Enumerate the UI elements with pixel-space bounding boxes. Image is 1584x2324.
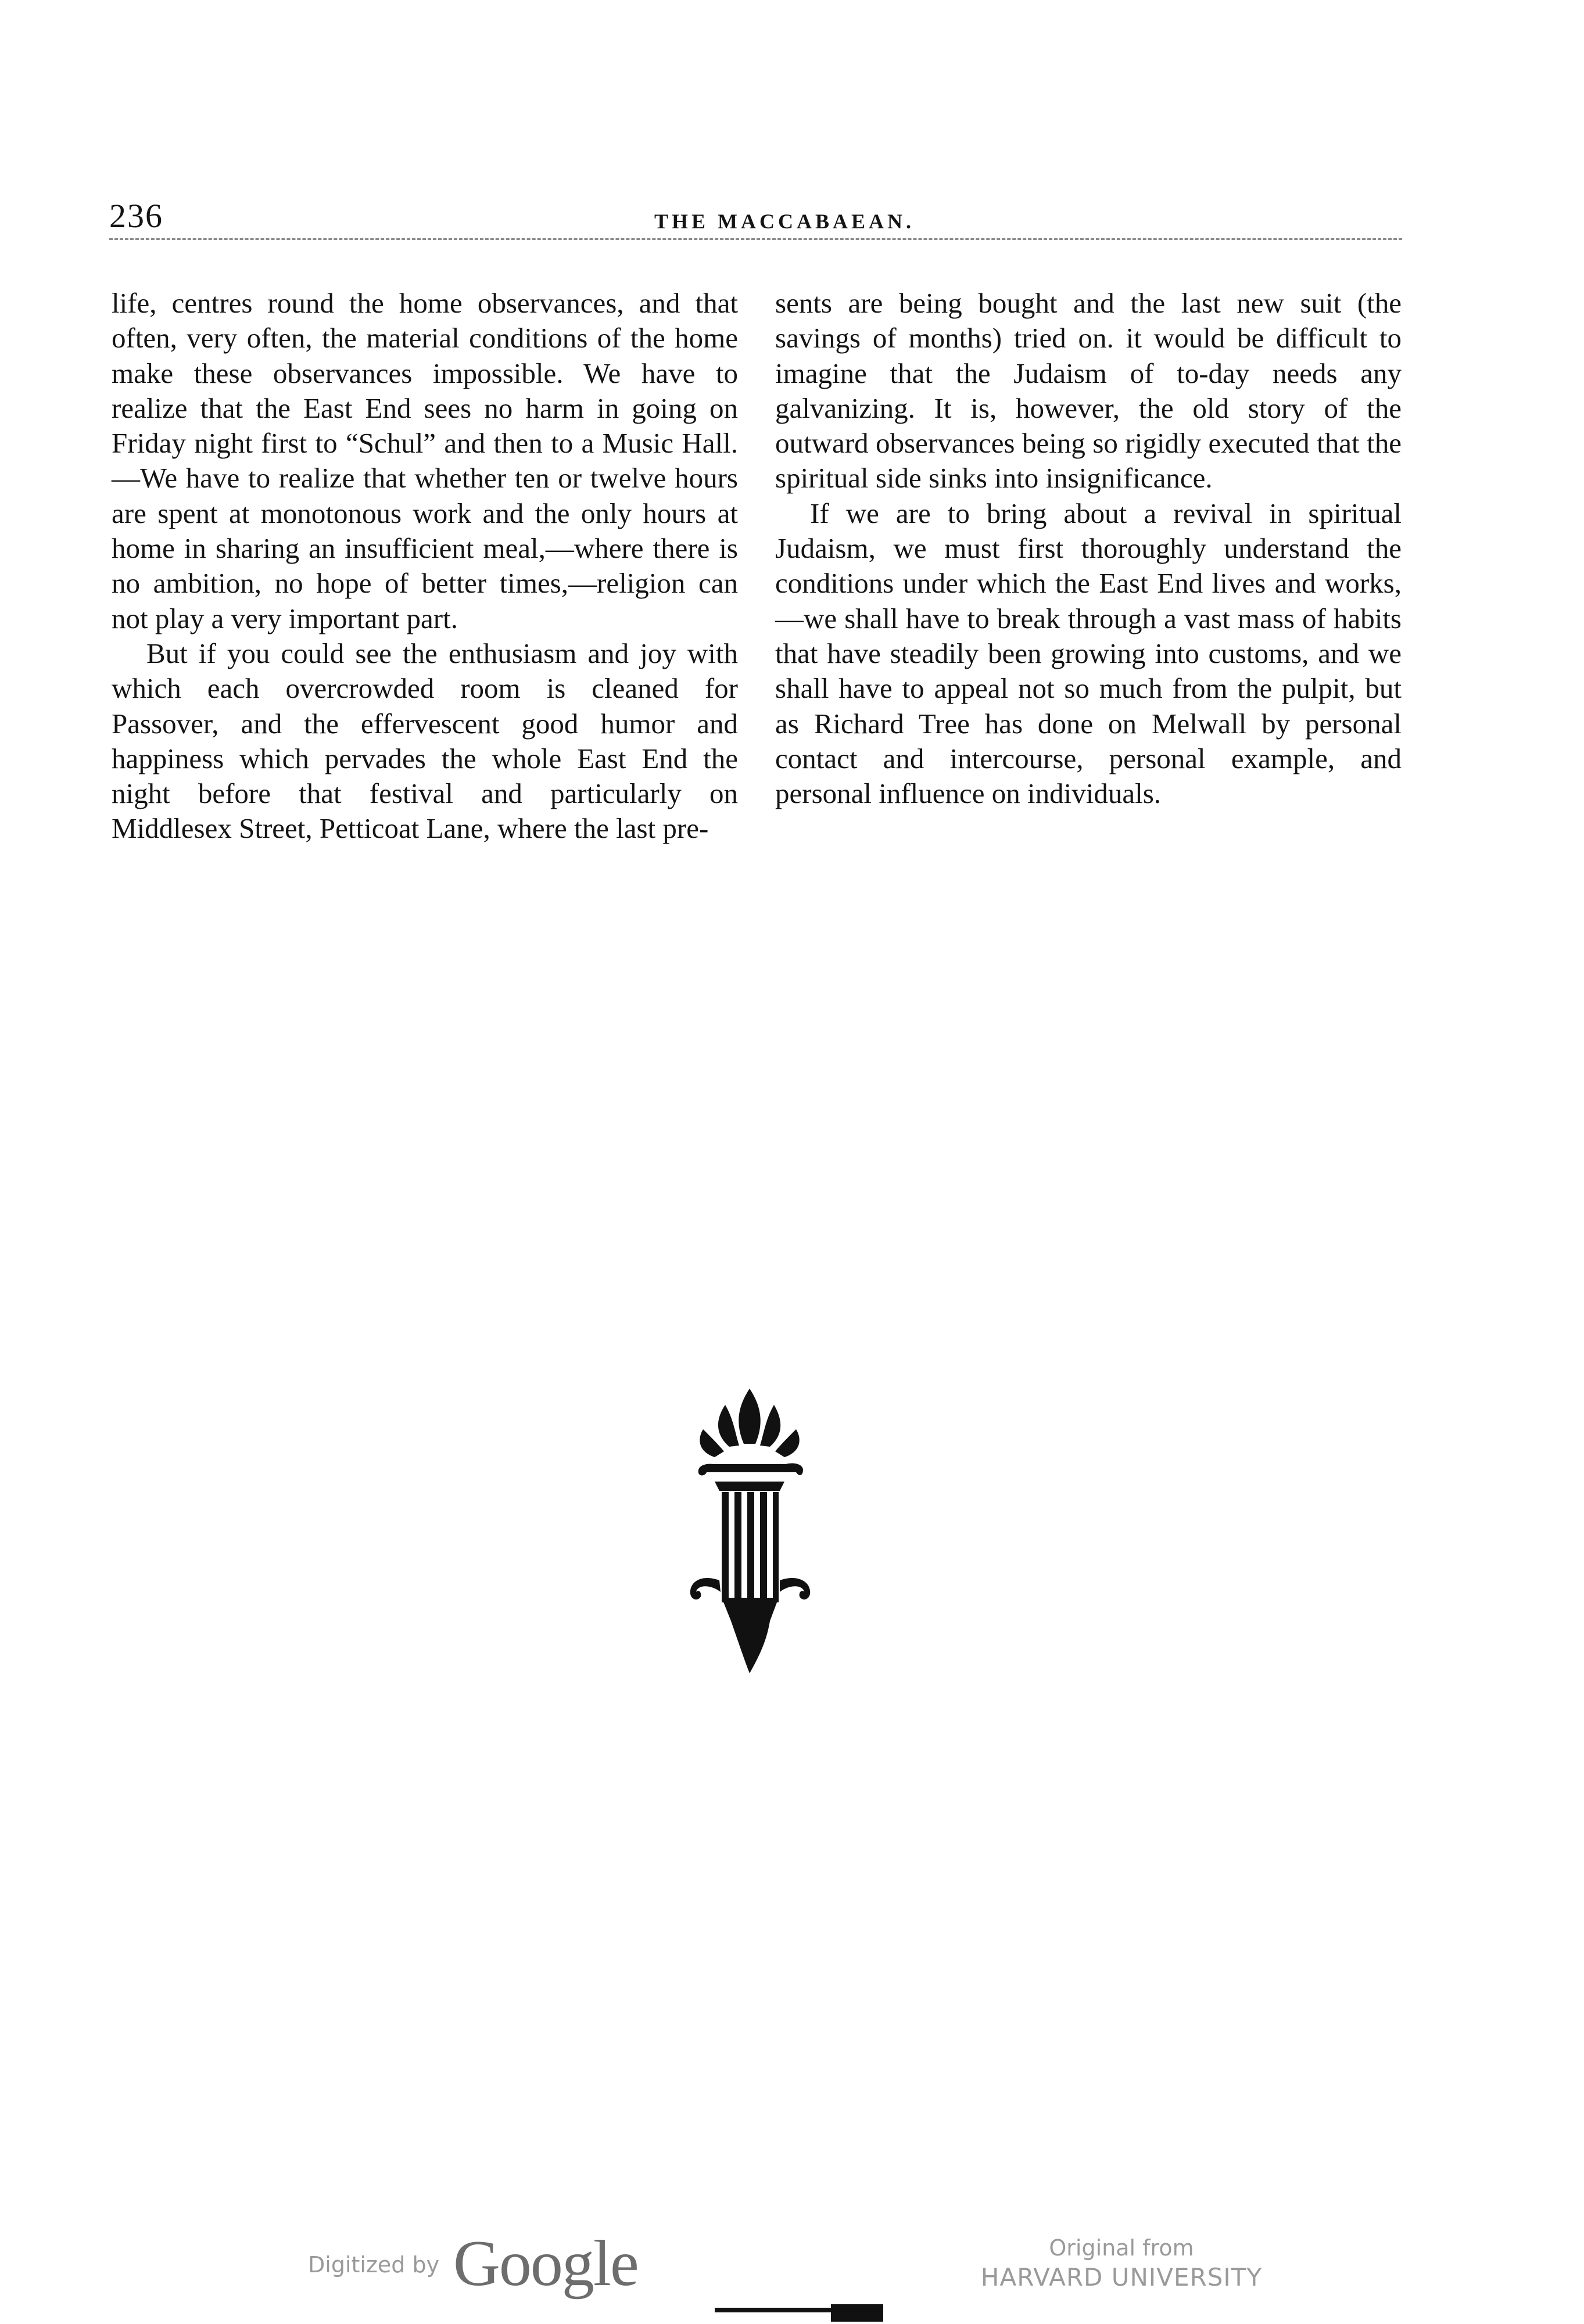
institution-name: HARVARD UNIVERSITY [980, 2263, 1263, 2291]
digitized-label: Digitized by [308, 2252, 440, 2278]
digitized-by-google [308, 2228, 657, 2300]
paragraph: sents are being bought and the last new suit (the savings of months) tried on. it would be difficult to imagine that the Judaism of to-day needs any galvanizing. It is, however, the old story of the outward observances being so rigidly executed that the spiritual side sinks into insignificance. [775, 287, 1402, 494]
google-logo: Google [453, 2228, 638, 2300]
left-column [112, 286, 738, 847]
torch-icon [680, 1389, 819, 1673]
original-from-label: Original from [1049, 2235, 1194, 2261]
running-title: THE MACCABAEAN. [654, 210, 915, 233]
right-column [775, 286, 1402, 811]
scan-edge-bar [715, 2304, 883, 2318]
header-rule [109, 238, 1402, 240]
paragraph: life, centres round the home observances, and that often, very often, the material conditions of the home make these observances impossible. We have to realize that the East End sees no harm in going on Friday night first to “Schul” and then to a Music Hall.—We have to realize that whether ten or twelve hours are spent at monotonous work and the only hours at home in sharing an insufficient meal,—where there is no ambition, no hope of better times,—religion can not play a very important part. [112, 287, 738, 634]
page-number: 236 [109, 197, 163, 235]
paragraph: But if you could see the enthusiasm and joy with which each overcrowded room is cleaned for Passover, and the effervescent good humor and happiness which pervades the whole East End the night before that festival and particularly on Middlesex Street, Petticoat Lane, where the last pre- [112, 637, 738, 845]
paragraph: If we are to bring about a revival in spiritual Judaism, we must first thoroughly understand the conditions under which the East End lives and works,—we shall have to break through a vast mass of habits that have steadily been growing into customs, and we shall have to appeal not so much from the pulpit, but as Richard Tree has done on Melwall by personal contact and intercourse, personal example, and personal influence on individuals. [775, 497, 1402, 810]
original-source [965, 2234, 1278, 2293]
